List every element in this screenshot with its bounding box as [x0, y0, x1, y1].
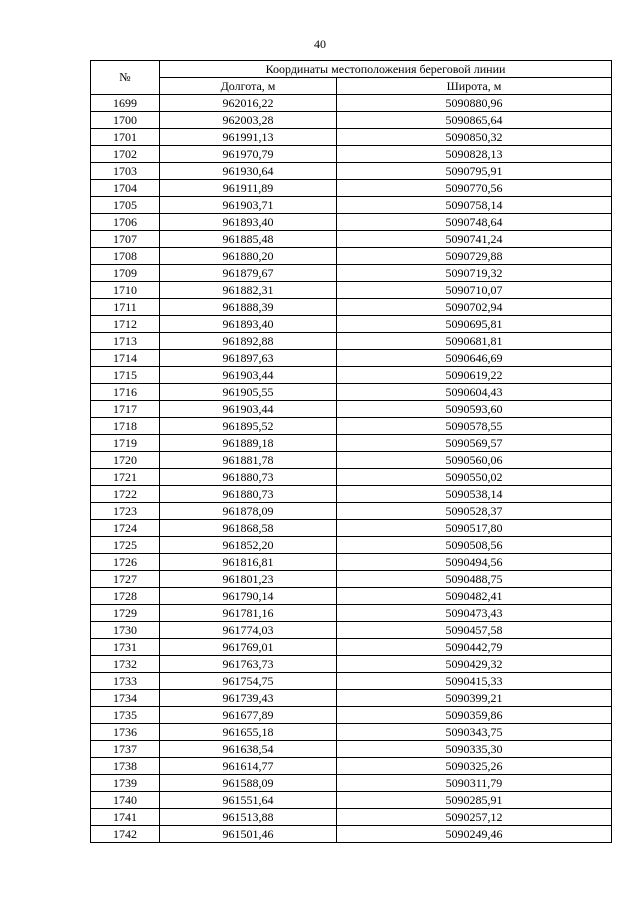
longitude-cell: 962016,22: [160, 95, 337, 112]
longitude-cell: 961930,64: [160, 163, 337, 180]
table-row: [91, 180, 612, 197]
point-number-cell: 1705: [91, 197, 160, 214]
point-number-cell: 1712: [91, 316, 160, 333]
latitude-cell: 5090325,26: [337, 758, 612, 775]
table-row: [91, 316, 612, 333]
longitude-cell: 961880,20: [160, 248, 337, 265]
point-number-cell: 1723: [91, 503, 160, 520]
table-row: [91, 350, 612, 367]
table-row: [91, 469, 612, 486]
longitude-cell: 961888,39: [160, 299, 337, 316]
longitude-cell: 961885,48: [160, 231, 337, 248]
latitude-cell: 5090442,79: [337, 639, 612, 656]
latitude-cell: 5090560,06: [337, 452, 612, 469]
point-number-cell: 1722: [91, 486, 160, 503]
point-number-cell: 1727: [91, 571, 160, 588]
point-number-cell: 1733: [91, 673, 160, 690]
point-number-cell: 1732: [91, 656, 160, 673]
latitude-column-header: Широта, м: [337, 78, 612, 95]
longitude-cell: 961790,14: [160, 588, 337, 605]
table-row: [91, 554, 612, 571]
longitude-cell: 961893,40: [160, 214, 337, 231]
point-number-cell: 1718: [91, 418, 160, 435]
latitude-cell: 5090359,86: [337, 707, 612, 724]
latitude-cell: 5090646,69: [337, 350, 612, 367]
point-number-cell: 1738: [91, 758, 160, 775]
longitude-cell: 961614,77: [160, 758, 337, 775]
longitude-cell: 961638,54: [160, 741, 337, 758]
latitude-cell: 5090850,32: [337, 129, 612, 146]
table-row: [91, 690, 612, 707]
point-number-cell: 1724: [91, 520, 160, 537]
table-row: [91, 758, 612, 775]
latitude-cell: 5090429,32: [337, 656, 612, 673]
longitude-cell: 961970,79: [160, 146, 337, 163]
table-row: [91, 775, 612, 792]
latitude-cell: 5090619,22: [337, 367, 612, 384]
longitude-cell: 961895,52: [160, 418, 337, 435]
point-number-cell: 1713: [91, 333, 160, 350]
point-number-cell: 1737: [91, 741, 160, 758]
latitude-cell: 5090457,58: [337, 622, 612, 639]
table-row: [91, 809, 612, 826]
longitude-cell: 961655,18: [160, 724, 337, 741]
table-row: [91, 724, 612, 741]
point-number-cell: 1699: [91, 95, 160, 112]
table-row: [91, 486, 612, 503]
longitude-cell: 961893,40: [160, 316, 337, 333]
header-row-group: [91, 61, 612, 78]
latitude-cell: 5090508,56: [337, 537, 612, 554]
point-number-cell: 1704: [91, 180, 160, 197]
latitude-cell: 5090399,21: [337, 690, 612, 707]
longitude-cell: 962003,28: [160, 112, 337, 129]
table-row: [91, 163, 612, 180]
table-row: [91, 197, 612, 214]
table-row: [91, 367, 612, 384]
longitude-cell: 961889,18: [160, 435, 337, 452]
point-number-cell: 1716: [91, 384, 160, 401]
point-number-cell: 1730: [91, 622, 160, 639]
table-row: [91, 503, 612, 520]
latitude-cell: 5090729,88: [337, 248, 612, 265]
latitude-cell: 5090758,14: [337, 197, 612, 214]
table-row: [91, 299, 612, 316]
table-row: [91, 333, 612, 350]
table-row: [91, 639, 612, 656]
latitude-cell: 5090695,81: [337, 316, 612, 333]
table-row: [91, 435, 612, 452]
longitude-column-header: Долгота, м: [160, 78, 337, 95]
point-number-cell: 1725: [91, 537, 160, 554]
latitude-cell: 5090494,56: [337, 554, 612, 571]
latitude-cell: 5090517,80: [337, 520, 612, 537]
point-number-cell: 1739: [91, 775, 160, 792]
table-row: [91, 792, 612, 809]
table-row: [91, 741, 612, 758]
point-number-cell: 1709: [91, 265, 160, 282]
table-row: [91, 265, 612, 282]
table-row: [91, 826, 612, 843]
point-number-cell: 1726: [91, 554, 160, 571]
longitude-cell: 961774,03: [160, 622, 337, 639]
point-number-cell: 1719: [91, 435, 160, 452]
longitude-cell: 961903,44: [160, 367, 337, 384]
longitude-cell: 961905,55: [160, 384, 337, 401]
longitude-cell: 961879,67: [160, 265, 337, 282]
latitude-cell: 5090343,75: [337, 724, 612, 741]
point-number-cell: 1731: [91, 639, 160, 656]
longitude-cell: 961754,75: [160, 673, 337, 690]
table-row: [91, 622, 612, 639]
point-number-cell: 1714: [91, 350, 160, 367]
table-body: [91, 95, 612, 843]
table-row: [91, 401, 612, 418]
latitude-cell: 5090335,30: [337, 741, 612, 758]
latitude-cell: 5090473,43: [337, 605, 612, 622]
latitude-cell: 5090488,75: [337, 571, 612, 588]
table-row: [91, 673, 612, 690]
longitude-cell: 961551,64: [160, 792, 337, 809]
longitude-cell: 961903,44: [160, 401, 337, 418]
point-number-cell: 1741: [91, 809, 160, 826]
latitude-cell: 5090741,24: [337, 231, 612, 248]
latitude-cell: 5090702,94: [337, 299, 612, 316]
longitude-cell: 961911,89: [160, 180, 337, 197]
longitude-cell: 961878,09: [160, 503, 337, 520]
point-number-cell: 1720: [91, 452, 160, 469]
latitude-cell: 5090593,60: [337, 401, 612, 418]
latitude-cell: 5090795,91: [337, 163, 612, 180]
table-row: [91, 214, 612, 231]
longitude-cell: 961991,13: [160, 129, 337, 146]
longitude-cell: 961903,71: [160, 197, 337, 214]
table-row: [91, 452, 612, 469]
table-row: [91, 231, 612, 248]
longitude-cell: 961897,63: [160, 350, 337, 367]
table-header: [91, 61, 612, 95]
latitude-cell: 5090285,91: [337, 792, 612, 809]
number-column-header: №: [91, 61, 160, 95]
point-number-cell: 1703: [91, 163, 160, 180]
latitude-cell: 5090311,79: [337, 775, 612, 792]
point-number-cell: 1735: [91, 707, 160, 724]
latitude-cell: 5090528,37: [337, 503, 612, 520]
latitude-cell: 5090538,14: [337, 486, 612, 503]
table-row: [91, 129, 612, 146]
longitude-cell: 961769,01: [160, 639, 337, 656]
point-number-cell: 1721: [91, 469, 160, 486]
longitude-cell: 961739,43: [160, 690, 337, 707]
latitude-cell: 5090578,55: [337, 418, 612, 435]
point-number-cell: 1707: [91, 231, 160, 248]
table-row: [91, 95, 612, 112]
longitude-cell: 961513,88: [160, 809, 337, 826]
coordinates-group-header: Координаты местоположения береговой линии: [160, 61, 612, 78]
longitude-cell: 961677,89: [160, 707, 337, 724]
latitude-cell: 5090415,33: [337, 673, 612, 690]
longitude-cell: 961880,73: [160, 469, 337, 486]
latitude-cell: 5090865,64: [337, 112, 612, 129]
table-row: [91, 520, 612, 537]
point-number-cell: 1706: [91, 214, 160, 231]
longitude-cell: 961816,81: [160, 554, 337, 571]
latitude-cell: 5090880,96: [337, 95, 612, 112]
longitude-cell: 961763,73: [160, 656, 337, 673]
latitude-cell: 5090604,43: [337, 384, 612, 401]
latitude-cell: 5090550,02: [337, 469, 612, 486]
point-number-cell: 1700: [91, 112, 160, 129]
latitude-cell: 5090719,32: [337, 265, 612, 282]
latitude-cell: 5090828,13: [337, 146, 612, 163]
header-row-columns: [91, 78, 612, 95]
point-number-cell: 1717: [91, 401, 160, 418]
table-row: [91, 707, 612, 724]
point-number-cell: 1740: [91, 792, 160, 809]
point-number-cell: 1711: [91, 299, 160, 316]
point-number-cell: 1728: [91, 588, 160, 605]
longitude-cell: 961880,73: [160, 486, 337, 503]
longitude-cell: 961588,09: [160, 775, 337, 792]
table-row: [91, 248, 612, 265]
longitude-cell: 961892,88: [160, 333, 337, 350]
table-row: [91, 384, 612, 401]
longitude-cell: 961852,20: [160, 537, 337, 554]
latitude-cell: 5090770,56: [337, 180, 612, 197]
table-row: [91, 282, 612, 299]
point-number-cell: 1715: [91, 367, 160, 384]
point-number-cell: 1729: [91, 605, 160, 622]
table-row: [91, 571, 612, 588]
table-row: [91, 656, 612, 673]
longitude-cell: 961882,31: [160, 282, 337, 299]
longitude-cell: 961781,16: [160, 605, 337, 622]
point-number-cell: 1702: [91, 146, 160, 163]
longitude-cell: 961881,78: [160, 452, 337, 469]
table-row: [91, 418, 612, 435]
latitude-cell: 5090710,07: [337, 282, 612, 299]
table-row: [91, 588, 612, 605]
point-number-cell: 1708: [91, 248, 160, 265]
point-number-cell: 1736: [91, 724, 160, 741]
point-number-cell: 1710: [91, 282, 160, 299]
latitude-cell: 5090257,12: [337, 809, 612, 826]
point-number-cell: 1734: [91, 690, 160, 707]
longitude-cell: 961868,58: [160, 520, 337, 537]
table-row: [91, 112, 612, 129]
table-row: [91, 605, 612, 622]
table-row: [91, 146, 612, 163]
latitude-cell: 5090482,41: [337, 588, 612, 605]
longitude-cell: 961801,23: [160, 571, 337, 588]
latitude-cell: 5090249,46: [337, 826, 612, 843]
point-number-cell: 1742: [91, 826, 160, 843]
latitude-cell: 5090569,57: [337, 435, 612, 452]
longitude-cell: 961501,46: [160, 826, 337, 843]
page-number: 40: [314, 37, 326, 51]
latitude-cell: 5090681,81: [337, 333, 612, 350]
coordinates-table: [90, 60, 612, 843]
point-number-cell: 1701: [91, 129, 160, 146]
table-row: [91, 537, 612, 554]
latitude-cell: 5090748,64: [337, 214, 612, 231]
